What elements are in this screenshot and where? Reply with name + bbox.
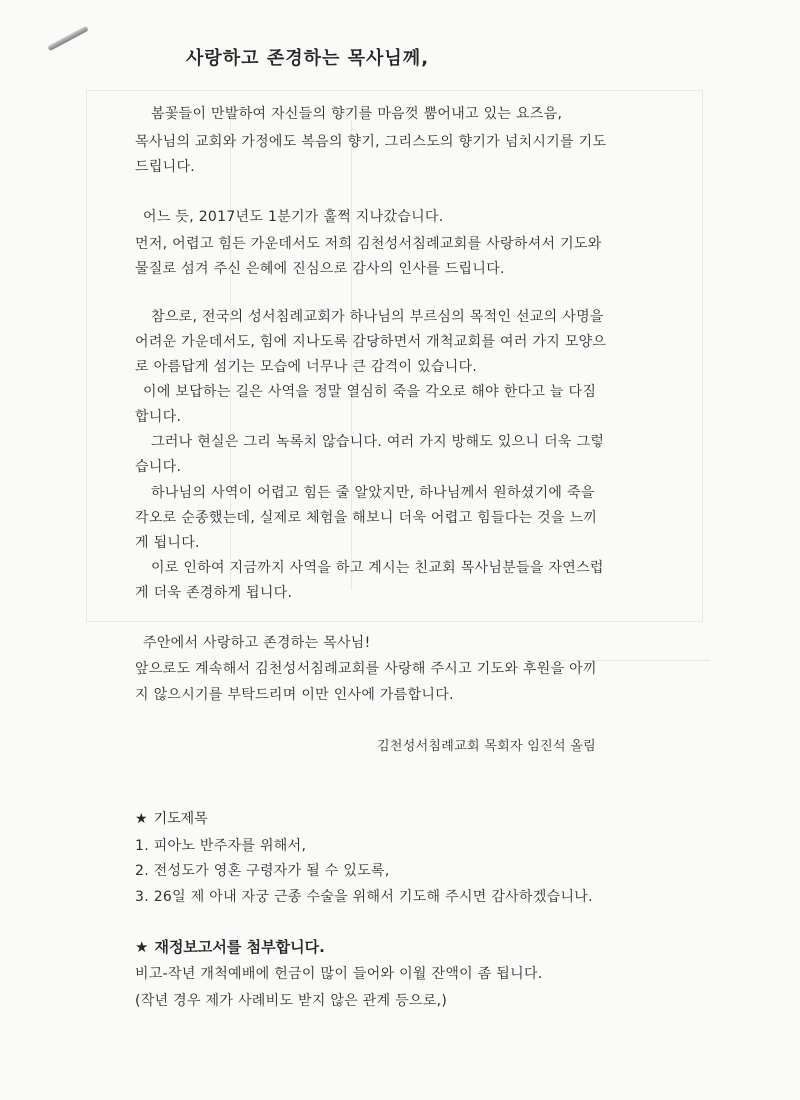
finance-heading	[135, 936, 325, 957]
body-line: 게 됩니다.	[135, 535, 200, 551]
body-line: 드립니다.	[135, 159, 196, 175]
finance-heading-label: 재정보고서를 첨부합니다.	[154, 938, 325, 956]
body-line: 로 아름답게 섬기는 모습에 너무나 큰 감격이 있습니다.	[135, 359, 478, 375]
staple-mark	[47, 26, 88, 51]
body-line: 합니다.	[135, 409, 182, 425]
prayer-heading-label: 기도제목	[153, 811, 208, 827]
body-line: 물질로 섬겨 주신 은혜에 진심으로 감사의 인사를 드립니다.	[135, 261, 505, 277]
prayer-heading	[135, 808, 208, 828]
prayer-item: 3. 26일 제 아내 자궁 근종 수술을 위해서 기도해 주시면 감사하겠습니나.	[135, 889, 593, 905]
body-line: 앞으로도 계속해서 김천성서침례교회를 사랑해 주시고 기도와 후원을 아끼	[135, 661, 597, 677]
star-icon: ★	[135, 938, 149, 956]
body-line: 이에 보답하는 길은 사역을 정말 열심히 죽을 각오로 해야 한다고 늘 다짐	[143, 384, 597, 400]
body-line: 습니다.	[135, 459, 182, 475]
body-line: 주안에서 사랑하고 존경하는 목사님!	[143, 635, 371, 651]
body-line: 이로 인하여 지금까지 사역을 하고 계시는 친교회 목사님분들을 자연스럽	[151, 560, 604, 576]
body-line: 참으로, 전국의 성서침례교회가 하나님의 부르심의 목적인 선교의 사명을	[151, 309, 604, 325]
star-icon: ★	[135, 811, 148, 827]
body-line: 먼저, 어렵고 힘든 가운데서도 저희 김천성서침례교회를 사랑하셔서 기도와	[135, 236, 602, 252]
letter-title: 사랑하고 존경하는 목사님께,	[186, 48, 430, 69]
body-line: 하나님의 사역이 어렵고 힘든 줄 알았지만, 하나님께서 원하셨기에 죽을	[151, 485, 595, 501]
body-line: 각오로 순종했는데, 실제로 체험을 해보니 더욱 어렵고 힘들다는 것을 느끼	[135, 510, 598, 526]
body-line: 지 않으시기를 부탁드리며 이만 인사에 가름합니다.	[135, 687, 454, 703]
body-line: 어려운 가운데서도, 힘에 지나도록 감당하면서 개척교회를 여러 가지 모양으	[135, 334, 607, 350]
letter-signature: 김천성서침례교회 목회자 임진석 올림	[377, 739, 597, 754]
body-line: 봄꽃들이 만발하여 자신들의 향기를 마음껏 뿜어내고 있는 요즈음,	[151, 106, 563, 122]
prayer-item: 1. 피아노 반주자를 위해서,	[135, 838, 307, 854]
finance-note: 비고-작년 개척예배에 헌금이 많이 들어와 이월 잔액이 좀 됩니다.	[135, 966, 543, 982]
body-line: 어느 듯, 2017년도 1분기가 훌쩍 지나갔습니다.	[143, 209, 444, 225]
body-line: 그러나 현실은 그리 녹록치 않습니다. 여러 가지 방해도 있으니 더욱 그렇	[151, 434, 605, 450]
body-line: 목사님의 교회와 가정에도 복음의 향기, 그리스도의 향기가 넘치시기를 기도	[135, 134, 607, 150]
prayer-item: 2. 전성도가 영혼 구령자가 될 수 있도록,	[135, 863, 390, 879]
body-line: 게 더욱 존경하게 됩니다.	[135, 585, 293, 601]
finance-note: (작년 경우 제가 사례비도 받지 않은 관계 등으로,)	[135, 993, 448, 1009]
